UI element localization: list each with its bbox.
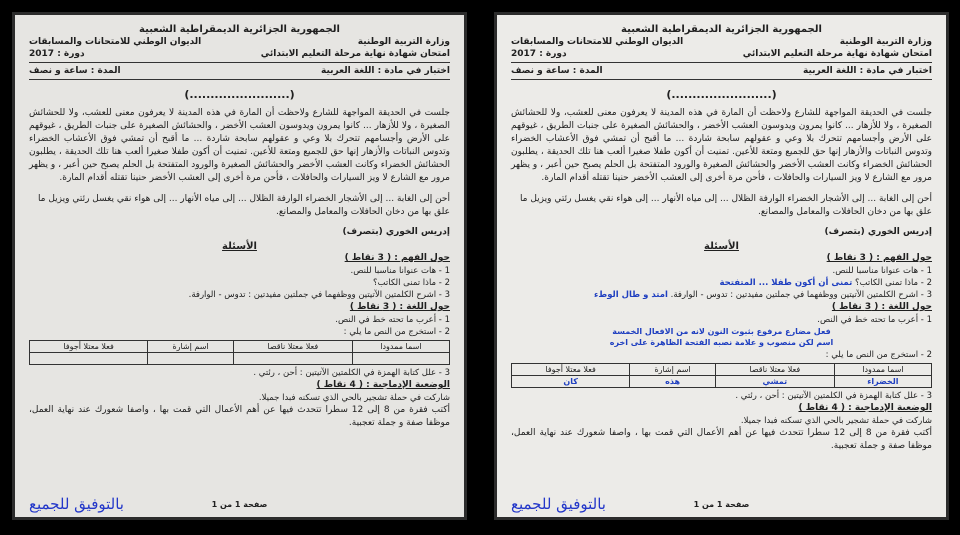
grammar-note-1: فعل مضارع مرفوع بثبوت النون لانه من الافعال الخمسة	[612, 327, 831, 336]
author: إدريس الخوري (بتصرف)	[342, 227, 450, 237]
author: إدريس الخوري (بتصرف)	[824, 227, 932, 237]
table-header: اسم إشارة	[148, 341, 234, 353]
comprehension-q2	[511, 277, 932, 289]
table-header: اسما ممدودا	[834, 364, 931, 376]
exam-sheet-answered	[494, 12, 949, 520]
table-header: فعلا معتلا ناقصا	[233, 341, 352, 353]
header-row-3	[29, 65, 450, 77]
passage-2: أحن إلى الغابة ... إلى الأشجار الخضراء الوارفة الظلال ... إلى مياه الأنهار ... إلى هواء نقي يغسل رئتي ويزيل ما علق بها من دخان الحافلات والمعامل والمصانع.	[37, 194, 450, 217]
grammar-note-2: اسم لكن منصوب و علامة نصبه الفتحة الظاهرة على اخره	[609, 338, 834, 347]
header-row-2	[29, 48, 450, 60]
table-answer: كان	[512, 376, 630, 388]
table-header: فعلا معتلا أجوفا	[30, 341, 148, 353]
table-cell	[352, 353, 449, 365]
divider	[511, 62, 932, 63]
language-q3: 3 - علل كتابة الهمزة في الكلمتين الآتيتين : أحن ، رئتي .	[253, 368, 450, 378]
table-answer: هذه	[630, 376, 716, 388]
language-q1: 1 - أعرب ما تحته خط في النص.	[335, 315, 450, 325]
integration-task: أكتب فقرة من 8 إلى 12 سطرا تتحدث فيها عن أهم الأعمال التي قمت بها ، واصفا شعورك عند نهاية العمل، موظفا صفة و جملة تعجبية.	[511, 428, 932, 451]
integration-prompt: شاركت في حملة تشجير بالحي الذي تسكنه فبدا جميلا.	[258, 393, 450, 403]
table-cell	[148, 353, 234, 365]
exam-label: امتحان شهادة نهاية مرحلة التعليم الابتدائي	[260, 49, 450, 59]
language-title: حول اللغة : ( 3 نقاط )	[349, 302, 450, 312]
passage-2: أحن إلى الغابة ... إلى الأشجار الخضراء الوارفة الظلال ... إلى مياه الأنهار ... إلى هواء نقي يغسل رئتي ويزيل ما علق بها من دخان الحافلات والمعامل والمصانع.	[519, 194, 932, 217]
text-title: (........................)	[184, 88, 295, 101]
integration-task: أكتب فقرة من 8 إلى 12 سطرا تتحدث فيها عن أهم الأعمال التي قمت بها ، واصفا شعورك عند نهاية العمل، موظفا صفة و جملة تعجبية.	[29, 405, 450, 428]
language-q1: 1 - أعرب ما تحته خط في النص.	[817, 315, 932, 325]
comprehension-q1: 1 - هات عنوانا مناسبا للنص.	[832, 266, 932, 276]
extraction-table	[511, 363, 932, 388]
header-row-1	[29, 36, 450, 48]
header-row-2	[511, 48, 932, 60]
comprehension-title: حول الفهم : ( 3 نقاط )	[344, 253, 450, 263]
ministry-label: وزارة التربية الوطنية	[839, 37, 932, 47]
table-answer: الخضراء	[834, 376, 931, 388]
divider	[511, 79, 932, 80]
passage: جلست في الحديقة المواجهة للشارع ولاحظت أن المارة في هذه المدينة لا يعرفون معنى للعشب، ولا للحشائش الصغيرة ، ولا للأزهار ... كانوا يمرون ويدوسون العشب الأخضر ، والحشائش الصغيرة على جنبات الطريق ، غيوقهم على الأرض وأجسامهم تتحرك بلا وعي و عقولهم سابحة شاردة ... ما أقبح أن تمشي فوق الأعشاب الخضراء وتدوس النباتات والأزهار إنها حق للجميع ومتعة للأعين. تمنيت أن أكون طفلا صغيرا ألعب هنا تلك الحديقة ، يطلبون الحشائش الخضراء وكانت العشب الأخضر والحشائش الصغيرة والورود المتفتحة بل الحلم يصبح حين أعبر ، و يظهر مرور مع الشارع لا ويز السيارات والحافلات ، فأحن مرة أخرى إلى العشب الأخضر حنينا تقتله أقدام المارة.	[29, 108, 450, 183]
integration-title: الوضعية الإدماجية : ( 4 نقاط )	[798, 403, 932, 413]
duration-label: المدة : ساعة و نصف	[511, 66, 603, 76]
session-label: دورة : 2017	[511, 49, 567, 59]
ministry-label: وزارة التربية الوطنية	[357, 37, 450, 47]
questions-title: الأسئلة	[704, 241, 739, 252]
divider	[29, 79, 450, 80]
language-q2: 2 - استخرج من النص ما يلي :	[825, 350, 932, 360]
good-luck-text: بالتوفيق للجميع	[29, 495, 124, 513]
exam-sheet-original	[12, 12, 467, 520]
language-q2: 2 - استخرج من النص ما يلي :	[343, 327, 450, 337]
text-title: (........................)	[666, 88, 777, 101]
table-header: فعلا معتلا ناقصا	[715, 364, 834, 376]
session-label: دورة : 2017	[29, 49, 85, 59]
table-cell	[233, 353, 352, 365]
page-number: صفحة 1 من 1	[211, 500, 268, 509]
passage: جلست في الحديقة المواجهة للشارع ولاحظت أن المارة في هذه المدينة لا يعرفون معنى للعشب، ولا للحشائش الصغيرة ، ولا للأزهار ... كانوا يمرون ويدوسون العشب الأخضر ، والحشائش الصغيرة على جنبات الطريق ، غيوقهم على الأرض وأجسامهم تتحرك بلا وعي و عقولهم سابحة شاردة ... ما أقبح أن تمشي فوق الأعشاب الخضراء وتدوس النباتات والأزهار إنها حق للجميع ومتعة للأعين. تمنيت أن أكون طفلا صغيرا ألعب هنا تلك الحديقة ، يطلبون الحشائش الخضراء وكانت العشب الأخضر والحشائش الصغيرة والورود المتفتحة بل الحلم يصبح حين أعبر ، و يظهر مرور مع الشارع لا ويز السيارات والحافلات ، فأحن مرة أخرى إلى العشب الأخضر حنينا تقتله أقدام المارة.	[511, 108, 932, 183]
exam-label: امتحان شهادة نهاية مرحلة التعليم الابتدائي	[742, 49, 932, 59]
subject-label: اختبار في مادة : اللغة العربية	[321, 66, 450, 76]
good-luck-text: بالتوفيق للجميع	[511, 495, 606, 513]
comprehension-q3: 3 - اشرح الكلمتين الآتيتين ووظفهما في جملتين مفيدتين : تدوس - الوارفة.	[188, 290, 450, 300]
language-q3: 3 - علل كتابة الهمزة في الكلمتين الآتيتين : أحن ، رئتي .	[735, 391, 932, 401]
comprehension-title: حول الفهم : ( 3 نقاط )	[826, 253, 932, 263]
comprehension-q2: 2 - ماذا تمنى الكاتب؟	[373, 278, 450, 288]
extraction-table	[29, 340, 450, 365]
republic-title: الجمهورية الجزائرية الديمقراطية الشعبية	[139, 24, 340, 35]
duration-label: المدة : ساعة و نصف	[29, 66, 121, 76]
header-row-3	[511, 65, 932, 77]
integration-prompt: شاركت في حملة تشجير بالحي الذي تسكنه فبدا جميلا.	[740, 416, 932, 426]
integration-title: الوضعية الإدماجية : ( 4 نقاط )	[316, 380, 450, 390]
page-number: صفحة 1 من 1	[693, 500, 750, 509]
subject-label: اختبار في مادة : اللغة العربية	[803, 66, 932, 76]
comprehension-q1: 1 - هات عنوانا مناسبا للنص.	[350, 266, 450, 276]
divider	[29, 62, 450, 63]
table-cell	[30, 353, 148, 365]
table-header: اسما ممدودا	[352, 341, 449, 353]
questions-title: الأسئلة	[222, 241, 257, 252]
office-label: الديوان الوطني للامتحانات والمسابقات	[511, 37, 684, 47]
header-row-1	[511, 36, 932, 48]
comprehension-q3	[511, 289, 932, 301]
question-text: 2 - ماذا تمنى الكاتب؟	[855, 278, 932, 288]
question-text: 3 - اشرح الكلمتين الآتيتين ووظفهما في جملتين مفيدتين : تدوس - الوارفة.	[670, 290, 932, 300]
answer-handwritten: تمنى أن أكون طفلا ... المتفتحة	[719, 278, 853, 288]
answer-handwritten: امتد و طال الوطء	[594, 290, 668, 300]
republic-title: الجمهورية الجزائرية الديمقراطية الشعبية	[621, 24, 822, 35]
table-answer: تمشي	[715, 376, 834, 388]
table-header: اسم إشارة	[630, 364, 716, 376]
office-label: الديوان الوطني للامتحانات والمسابقات	[29, 37, 202, 47]
language-title: حول اللغة : ( 3 نقاط )	[831, 302, 932, 312]
table-header: فعلا معتلا أجوفا	[512, 364, 630, 376]
